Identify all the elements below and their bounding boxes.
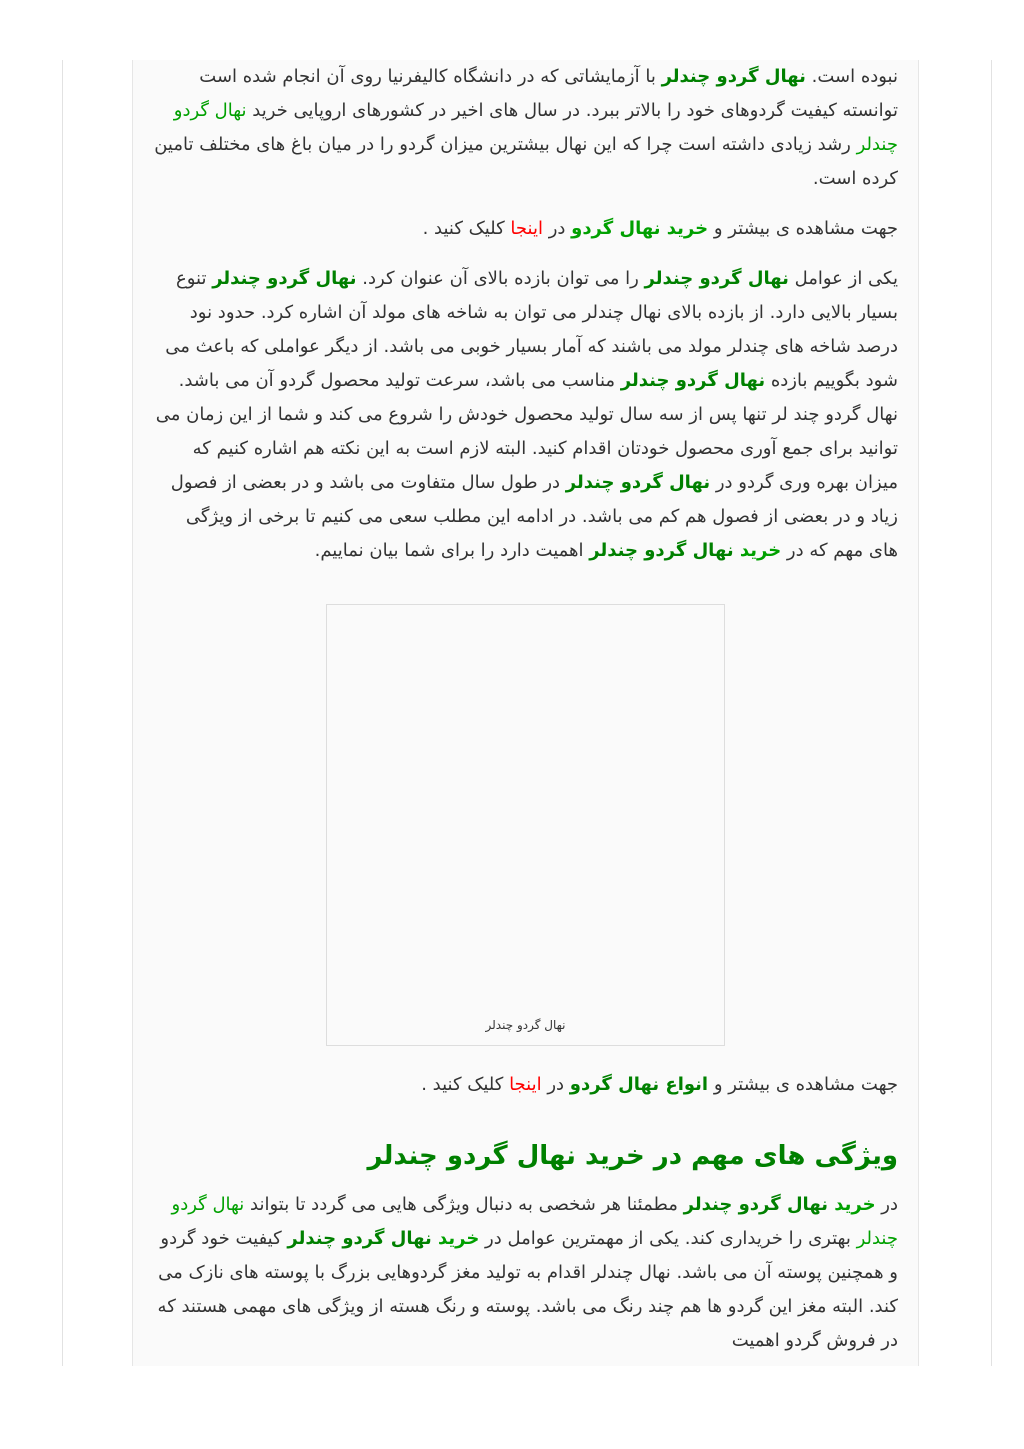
here-link[interactable]: اینجا (509, 1074, 542, 1095)
article-image (326, 604, 725, 1046)
text: با آزمایشاتی که در دانشگاه کالیفرنیا روی آن انجام شده است توانسته کیفیت گردوهای خود را بالاتر ببرد. در سال های اخیر در کشورهای اروپایی خرید (199, 66, 898, 121)
keyword-link-buy[interactable]: خرید (739, 540, 782, 561)
keyword-link-buy[interactable]: خرید (834, 1194, 876, 1215)
keyword-link-walnut-types[interactable]: انواع نهال گردو (569, 1074, 709, 1095)
keyword-link[interactable]: نهال گردو چندلر (620, 370, 766, 391)
text: کلیک کنید . (421, 1074, 510, 1095)
cta-buy-walnut-seedling (153, 212, 898, 246)
image-caption: نهال گردو چندلر (485, 1018, 566, 1032)
keyword-link[interactable]: نهال گردو چندلر (287, 1228, 438, 1249)
page-right-rule (991, 60, 992, 1366)
text: جهت مشاهده ی بیشتر و (708, 1074, 898, 1095)
keyword-link[interactable]: نهال گردو چندلر (171, 1194, 898, 1249)
here-link[interactable]: اینجا (510, 218, 543, 239)
text: مناسب می باشد، سرعت تولید محصول گردو آن می باشد. نهال گردو چند لر تنها پس از سه سال تولید محصول خودش را شروع می کند و شما از این زمان می توانید برای جمع آوری محصول خودتان اقدام کنید. البته لازم است به این نکته هم اشاره کنیم که میزان بهره وری گردو در (155, 370, 898, 493)
text: تنوع بسیار بالایی دارد. از بازده بالای نهال چندلر می توان به شاخه های مولد آن اشاره کرد. حدود نود درصد شاخه های چندلر مولد می باشند که آمار بسیار خوبی می باشد. از دیگر عواملی که باعث می شود بگوییم بازده (165, 268, 898, 391)
text: در (875, 1194, 898, 1215)
text: در (541, 1074, 570, 1095)
paragraph-intro (153, 60, 898, 196)
text: جهت مشاهده ی بیشتر و (708, 218, 898, 239)
keyword-link[interactable]: نهال گردو چندلر (212, 268, 357, 289)
text: یکی از عوامل (788, 268, 898, 289)
page-left-rule (62, 60, 63, 1366)
text: کیفیت خود گردو و همچنین پوسته آن می باشد. نهال چندلر اقدام به تولید مغز گردوهایی بزرگ با پوسته های نازک می کند. البته مغز این گردو ها هم چند رنگ می باشد. پوسته و رنگ هسته از ویژگی های مهمی هستند که در فروش گردو اهمیت (157, 1228, 898, 1351)
paragraph-features (153, 1188, 898, 1358)
text: کلیک کنید . (422, 218, 511, 239)
article-container (132, 60, 919, 1366)
keyword-link[interactable]: نهال گردو چندلر (644, 268, 789, 289)
keyword-link[interactable]: نهال گردو چندلر (565, 472, 711, 493)
keyword-link-buy-walnut-seedling[interactable]: خرید نهال گردو (571, 218, 709, 239)
text: اهمیت دارد را برای شما بیان نماییم. (314, 540, 590, 561)
cta-walnut-seedling-types (153, 1068, 898, 1102)
text: مطمئنا هر شخصی به دنبال ویژگی هایی می گردد تا بتواند (244, 1194, 684, 1215)
section-heading: ویژگی های مهم در خرید نهال گردو چندلر (367, 1141, 898, 1171)
text: بهتری را خریداری کند. یکی از مهمترین عوامل در (479, 1228, 857, 1249)
keyword-link[interactable]: نهال گردو چندلر (661, 66, 806, 87)
text: در (542, 218, 572, 239)
article-body (133, 60, 918, 1358)
text: در طول سال متفاوت می باشد و در بعضی از فصول زیاد و در بعضی از فصول هم کم می باشد. در ادامه این مطلب سعی می کنیم تا برخی از ویژگی های مهم که در (170, 472, 898, 561)
text: را می توان بازده بالای آن عنوان کرد. (356, 268, 645, 289)
text: نبوده است. (805, 66, 898, 87)
keyword-link[interactable]: نهال گردو چندلر (683, 1194, 835, 1215)
keyword-link-buy[interactable]: خرید (438, 1228, 480, 1249)
keyword-link[interactable]: نهال گردو چندلر (173, 100, 898, 155)
keyword-link[interactable]: نهال گردو چندلر (589, 540, 740, 561)
text: رشد زیادی داشته است چرا که این نهال بیشترین میزان گردو را در میان باغ های مختلف تامین کرده است. (154, 134, 898, 189)
paragraph-yield (153, 262, 898, 568)
